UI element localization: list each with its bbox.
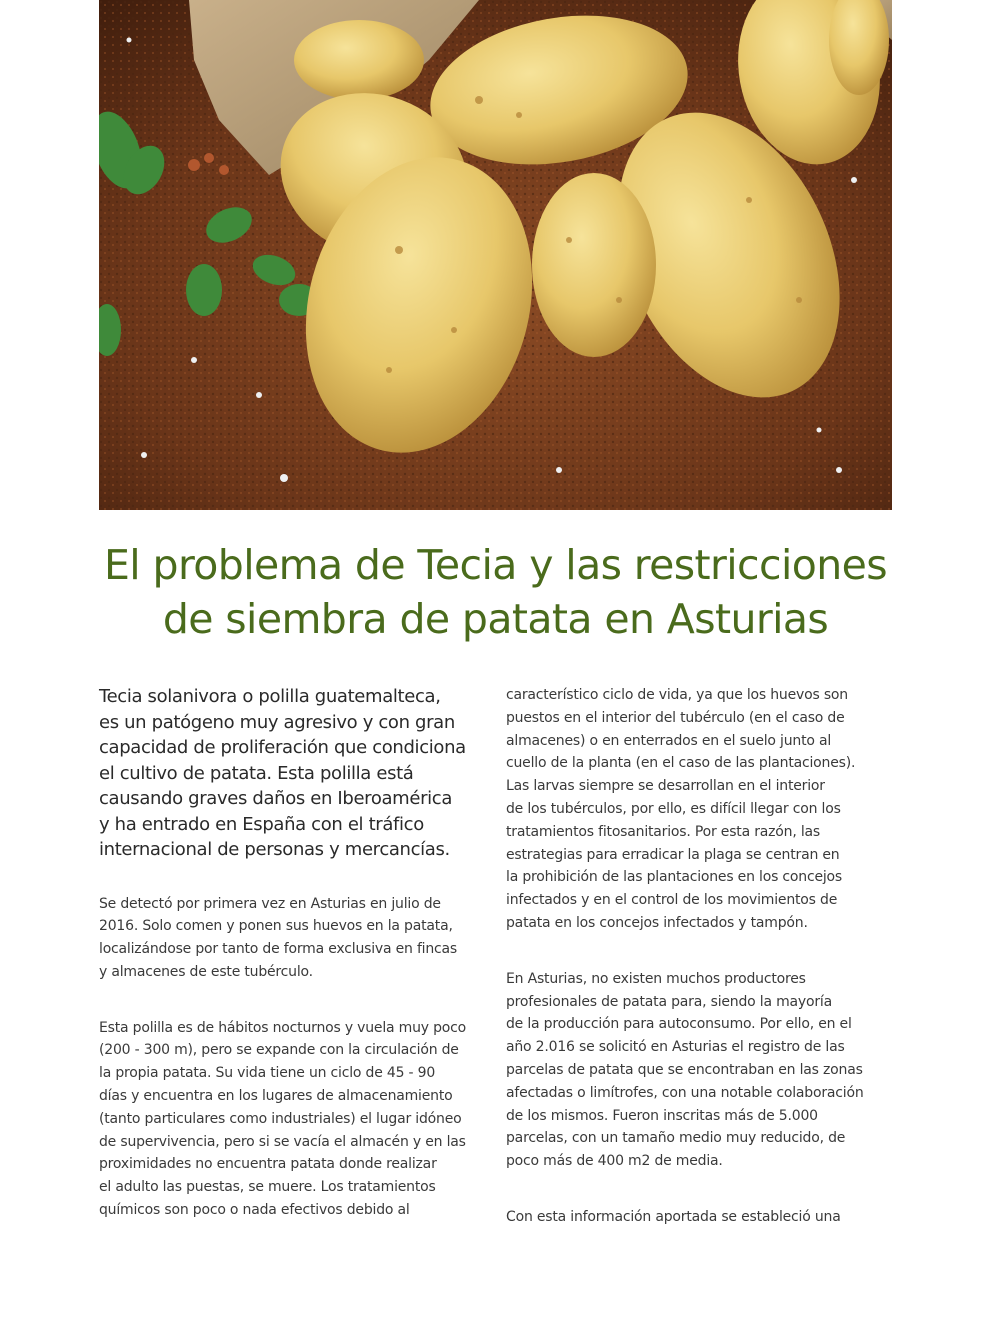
text-line: puestos en el interior del tubérculo (en el caso de	[506, 709, 845, 726]
text-line: localizándose por tanto de forma exclusiva en fincas	[99, 941, 458, 958]
text-line: de la producción para autoconsumo. Por ello, en el	[506, 1016, 852, 1033]
text-line: afectadas o limítrofes, con una notable colaboración	[506, 1084, 864, 1101]
lead-line: capacidad de proliferación que condiciona	[99, 737, 466, 758]
left-column	[99, 684, 491, 1255]
text-line: Esta polilla es de hábitos nocturnos y vuela muy poco	[99, 1019, 467, 1036]
text-line: (tanto particulares como industriales) el lugar idóneo	[99, 1110, 462, 1127]
lead-line: internacional de personas y mercancías.	[99, 839, 450, 860]
lead-line: y ha entrado en España con el tráfico	[99, 813, 424, 835]
body-paragraph	[99, 1017, 491, 1222]
text-line: Con esta información aportada se estableció una	[506, 1208, 841, 1225]
lead-line: es un patógeno muy agresivo y con gran	[99, 711, 455, 733]
text-line: estrategias para erradicar la plaga se centran en	[506, 846, 840, 863]
text-line: de supervivencia, pero si se vacía el almacén y en las	[99, 1133, 466, 1150]
lead-line: Tecia solanivora o polilla guatemalteca,	[99, 686, 441, 707]
title-line: de siembra de patata en Asturias	[162, 595, 829, 643]
text-line: tratamientos fitosanitarios. Por esta razón, las	[506, 823, 821, 840]
text-line: la propia patata. Su vida tiene un ciclo de 45 - 90	[99, 1065, 436, 1082]
text-line: característico ciclo de vida, ya que los huevos son	[506, 687, 848, 703]
body-paragraph	[506, 1206, 896, 1229]
text-line: profesionales de patata para, siendo la mayoría	[506, 993, 832, 1010]
hero-photo	[99, 0, 892, 510]
text-line: Se detectó por primera vez en Asturias en julio de	[99, 895, 441, 912]
text-line: químicos son poco o nada efectivos debido al	[99, 1202, 410, 1219]
right-column	[506, 684, 896, 1262]
text-line: proximidades no encuentra patata donde realizar	[99, 1156, 437, 1173]
text-line: el adulto las puestas, se muere. Los tratamientos	[99, 1179, 436, 1196]
lead-line: el cultivo de patata. Esta polilla está	[99, 762, 414, 784]
text-line: año 2.016 se solicitó en Asturias el registro de las	[506, 1039, 845, 1056]
text-line: parcelas, con un tamaño medio muy reducido, de	[506, 1130, 846, 1147]
text-line: En Asturias, no existen muchos productores	[506, 970, 806, 987]
potatoes-illustration	[99, 0, 892, 510]
lead-paragraph	[99, 684, 491, 863]
text-line: 2016. Solo comen y ponen sus huevos en la patata,	[99, 918, 453, 935]
text-line: Las larvas siempre se desarrollan en el interior	[506, 778, 825, 795]
text-line: infectados y en el control de los movimientos de	[506, 892, 838, 909]
text-line: (200 - 300 m), pero se expande con la circulación de	[99, 1042, 459, 1059]
text-line: cuello de la planta (en el caso de las plantaciones).	[506, 755, 856, 772]
article-title	[99, 538, 892, 646]
text-line: de los tubérculos, por ello, es difícil llegar con los	[506, 800, 841, 817]
lead-line: causando graves daños en Iberoamérica	[99, 788, 453, 809]
text-line: la prohibición de las plantaciones en los concejos	[506, 869, 843, 886]
text-line: de los mismos. Fueron inscritas más de 5.000	[506, 1107, 818, 1124]
title-line: El problema de Tecia y las restricciones	[103, 541, 887, 589]
text-line: días y encuentra en los lugares de almacenamiento	[99, 1088, 453, 1105]
text-line: patata en los concejos infectados y tampón.	[506, 914, 808, 931]
body-paragraph	[99, 893, 491, 984]
text-line: poco más de 400 m2 de media.	[506, 1153, 723, 1170]
text-line: parcelas de patata que se encontraban en las zonas	[506, 1061, 863, 1078]
body-paragraph	[506, 684, 896, 935]
text-line: y almacenes de este tubérculo.	[99, 963, 313, 980]
body-paragraph	[506, 968, 896, 1173]
text-line: almacenes) o en enterrados en el suelo junto al	[506, 732, 832, 749]
